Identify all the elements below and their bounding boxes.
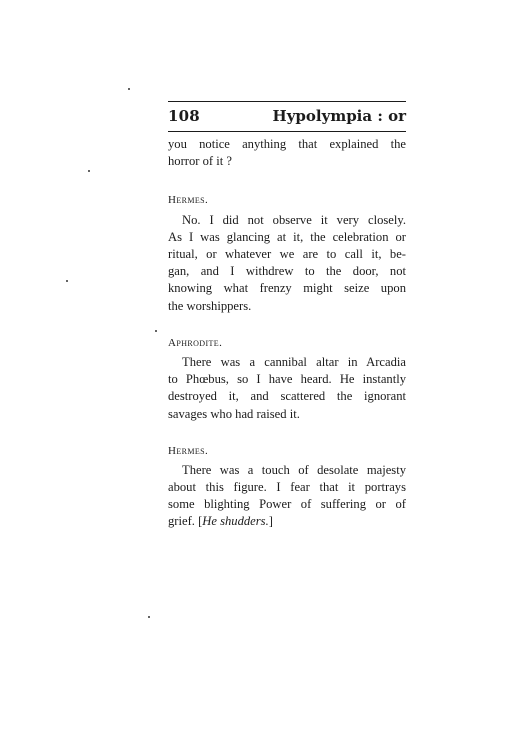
speaker-name: Aphrodite. xyxy=(168,336,223,349)
text-line: about this figure. I fear that it portrays xyxy=(168,480,406,495)
text-line: gan, and I withdrew to the door, not xyxy=(168,264,406,279)
speaker-name: Hermes. xyxy=(168,194,209,207)
text-line: As I was glancing at it, the celebration or xyxy=(168,229,406,244)
paper-speck xyxy=(128,88,130,90)
header-top-rule xyxy=(168,101,406,102)
stage-direction: He shudders. xyxy=(202,514,269,529)
text-line: you notice anything that explained the xyxy=(168,137,406,151)
header-bottom-rule xyxy=(168,131,406,132)
paper-speck xyxy=(155,330,157,332)
text-line-with-stage-direction xyxy=(168,513,406,530)
bracket-close: ] xyxy=(268,514,273,529)
paper-speck xyxy=(88,170,90,172)
text-line: savages who had raised it. xyxy=(168,406,300,421)
text-line: the worshippers. xyxy=(168,298,252,313)
speaker-name: Hermes. xyxy=(168,444,209,457)
text-line: No. I did not observe it very closely. xyxy=(182,212,406,227)
text-line: horror of it ? xyxy=(168,154,232,169)
text-line: destroyed it, and scattered the ignorant xyxy=(168,389,406,404)
paper-speck xyxy=(148,616,150,618)
page-text xyxy=(168,136,406,531)
text-fragment: grief. [ xyxy=(168,514,203,529)
text-line: There was a cannibal altar in Arcadia xyxy=(182,354,406,369)
running-head: Hypolympia : or xyxy=(272,107,406,125)
page-number: 108 xyxy=(168,107,200,125)
text-line: some blighting Power of suffering or of xyxy=(168,497,406,512)
text-line: ritual, or whatever we are to call it, be- xyxy=(168,246,406,261)
text-line: There was a touch of desolate majesty xyxy=(182,462,406,477)
text-line: knowing what frenzy might seize upon xyxy=(168,281,406,296)
text-line: to Phœbus, so I have heard. He instantly xyxy=(168,372,406,387)
paper-speck xyxy=(66,280,68,282)
